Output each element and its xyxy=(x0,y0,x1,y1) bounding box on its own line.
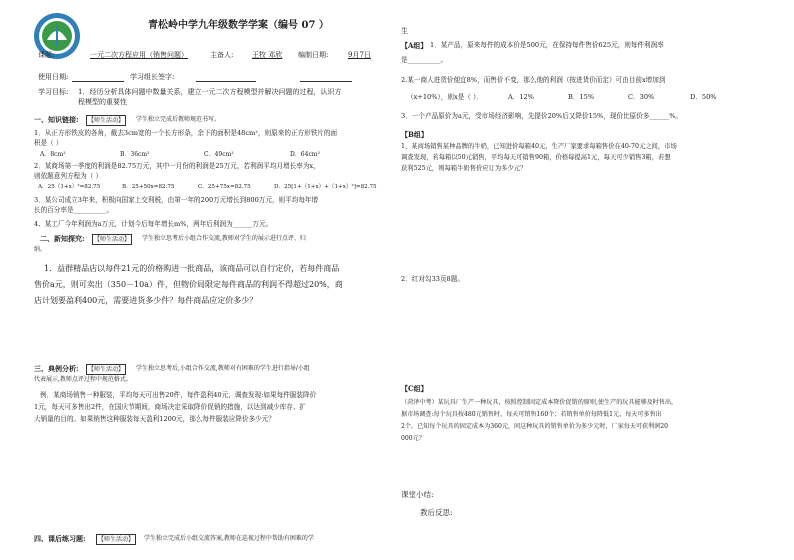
group-b-q1-line-1: 1、某商场销售某种品牌的牛奶，已知进价每箱40元，生产厂家要求每箱售价在40-70元之间，市场 xyxy=(401,143,677,150)
class-summary-label: 课堂小结: xyxy=(401,490,434,499)
host-value: 王牧 邓欣 xyxy=(252,51,283,59)
group-c-q1-line-3: 2个，已知每个玩具的固定成本为360元，问这种玩具的销售单价为多少元时，厂家每天可获利润20 xyxy=(401,423,669,430)
section-2-desc: 学生独立思考后小组合作交流,教师对学生的展示进行点评、归 xyxy=(142,235,306,242)
group-c-q1-line-2: 据市场调查:每个玩具按480元销售时，每天可销售160个；若销售单价每降低1元，每天可多售出 xyxy=(401,411,662,418)
group-c-q1-line-1: （菏泽中考）某玩具厂生产一种玩具，按照控制固定成本降价促销的原则,使生产的玩具能够及时售出， xyxy=(401,399,678,406)
teaching-reflection-label: 教后反思: xyxy=(420,508,453,517)
q1-option-d: D．64cm² xyxy=(290,151,320,158)
group-c-title: 【C组】 xyxy=(401,384,428,393)
topic-label: 课题: xyxy=(38,51,55,59)
use-date-label: 使用日期: xyxy=(38,73,69,81)
group-a-q1: 1．某产品，原来每件的成本价是500元，在保持每件售价625元，则每件利润率 xyxy=(430,41,664,49)
group-a-q3: 3．一个产品原价为a元，受市场经济影响，先提价20%后又降价15%，现价比原价多______%。 xyxy=(401,112,683,120)
q2-right-option-c: C．30% xyxy=(628,93,655,101)
goal-line-1: 1．经历分析具体问题中数量关系，建立一元二次方程模型并解决问题的过程，认识方 xyxy=(78,88,342,96)
question-4: 4、某工厂今年利润为a万元，计划今后每年增长m%，两年后利润为______万元。 xyxy=(34,220,273,228)
section-4-title: 四、课后练习题: xyxy=(34,534,86,543)
topic-value: 一元二次方程应用（销售问题） xyxy=(90,51,188,59)
section-1-desc: 学生独立完成后教师规范书写。 xyxy=(136,116,221,123)
group-c-q1-line-4: 000元？ xyxy=(401,435,425,442)
group-a-q2-tail: （x+10%），则x是（ ）． xyxy=(407,93,483,101)
goal-label: 学习目标: xyxy=(38,88,69,96)
page-title: 青松岭中学九年级数学学案（编号 07 ） xyxy=(148,20,329,31)
example-2-line-3: 大销量的目的。如果销售这种服装每天盈利1200元，那么每件服装应降价多少元？ xyxy=(34,415,275,423)
group-b-q2: 2．红对勾33页8题。 xyxy=(401,275,464,283)
leader-sign-label: 学习组长签字: xyxy=(130,73,175,81)
example-2-line-2: 1元，每天可多售出2件，在国庆节期间，商场决定采取降价促销的措施，以达到减少库存、扩 xyxy=(34,403,307,411)
question-3-tail: 长的百分率是__________。 xyxy=(34,206,114,214)
question-2: 2．某商场第一季度的利润是82.75万元，其中一月份的利润是25万元，若利润平均月增长率为x， xyxy=(34,162,320,170)
section-3-title: 三、典例分析: xyxy=(34,364,79,373)
group-a-q2: 2.某一商人进货价便宜8%，而售价不变，那么他的利润（按进货价而定）可由目前x增加到 xyxy=(401,76,666,84)
group-b-title: 【B组】 xyxy=(401,130,428,139)
example-2-line-1: 例．某商场销售一种服装，平均每天可出售20件，每件盈利40元，调查发现:如果每件服装降价 xyxy=(40,391,317,399)
section-3-desc: 学生独立思考后,小组合作交流,教师对有困难的学生进行指导/小组 xyxy=(136,365,310,372)
q1-option-c: C．49cm² xyxy=(204,151,234,158)
group-a-q1-tail: 是__________。 xyxy=(401,56,448,64)
q2-option-b: B．25+50x=82.75 xyxy=(122,184,175,190)
question-3: 3．某公司成立3年来，积极向国家上交利税，由第一年的200万元增长到800万元，则平均每年增 xyxy=(34,196,319,204)
example-1-line-2: 售价a元，则可卖出（350－10a）件，但物价局限定每件商品的利润不得超过20%，商 xyxy=(34,280,343,289)
question-1-tail: 积是（ ） xyxy=(34,139,63,147)
section-3-tag: 【师生活动】 xyxy=(88,366,125,373)
date-value: 9月7日 xyxy=(348,51,371,59)
section-1-tag: 【师生活动】 xyxy=(88,117,125,124)
section-1-title: 一、知识链接: xyxy=(34,115,79,124)
host-label: 主备人: xyxy=(210,51,234,59)
q1-option-a: A．8cm² xyxy=(40,151,66,158)
group-a-title: 【A组】 xyxy=(401,41,428,50)
q2-right-option-b: B．15% xyxy=(568,93,595,101)
q2-option-d: D．25[1+（1+x）+（1+x）²]=82.75 xyxy=(274,184,377,190)
q2-option-c: C．25+75x=82.75 xyxy=(198,184,251,190)
right-top-char: 生 xyxy=(401,27,408,35)
section-4-desc: 学生独立完成后小组交流答案,教师在巡视过程中帮助有困难的学 xyxy=(144,535,314,542)
example-1-line-1: 1．益群精品店以每件21元的价格购进一批商品，该商品可以自行定价，若每件商品 xyxy=(44,264,340,273)
q2-right-option-a: A．12% xyxy=(508,93,535,101)
section-2-tag: 【师生活动】 xyxy=(94,236,131,243)
q2-right-option-d: D．50% xyxy=(690,93,717,101)
question-1: 1．从正方形铁皮的各角，截去3cm宽的一个长方形条，余下的面积是48cm²，则原来的正方形铁片的面 xyxy=(34,129,338,137)
section-4-tag: 【师生活动】 xyxy=(98,536,135,543)
example-1-line-3: 店计划要盈利400元，需要进货多少件？每件商品应定价多少？ xyxy=(34,296,258,305)
date-label: 编制日期: xyxy=(298,51,329,59)
q2-option-a: A．25（1+x）²=82.75 xyxy=(38,184,101,190)
goal-line-2: 程模型的重要性 xyxy=(78,98,127,106)
q1-option-b: B．36cm² xyxy=(120,151,150,158)
question-2-tail: 则依题意列方程为（ ） xyxy=(34,172,103,180)
section-2-desc-2: 纳。 xyxy=(34,246,47,253)
section-2-title: 二、新知探究: xyxy=(40,234,85,243)
group-b-q1-line-2: 调查发现，若每箱以50元销售，平均每天可销售90箱，价格每提高1元，每天可少销售3箱，若想 xyxy=(401,154,671,161)
section-3-desc-2: 代表展示,教师点评过程中规范格式。 xyxy=(34,376,132,383)
group-b-q1-line-3: 获利525元，则每箱牛奶售价应订为多少元？ xyxy=(401,165,527,172)
